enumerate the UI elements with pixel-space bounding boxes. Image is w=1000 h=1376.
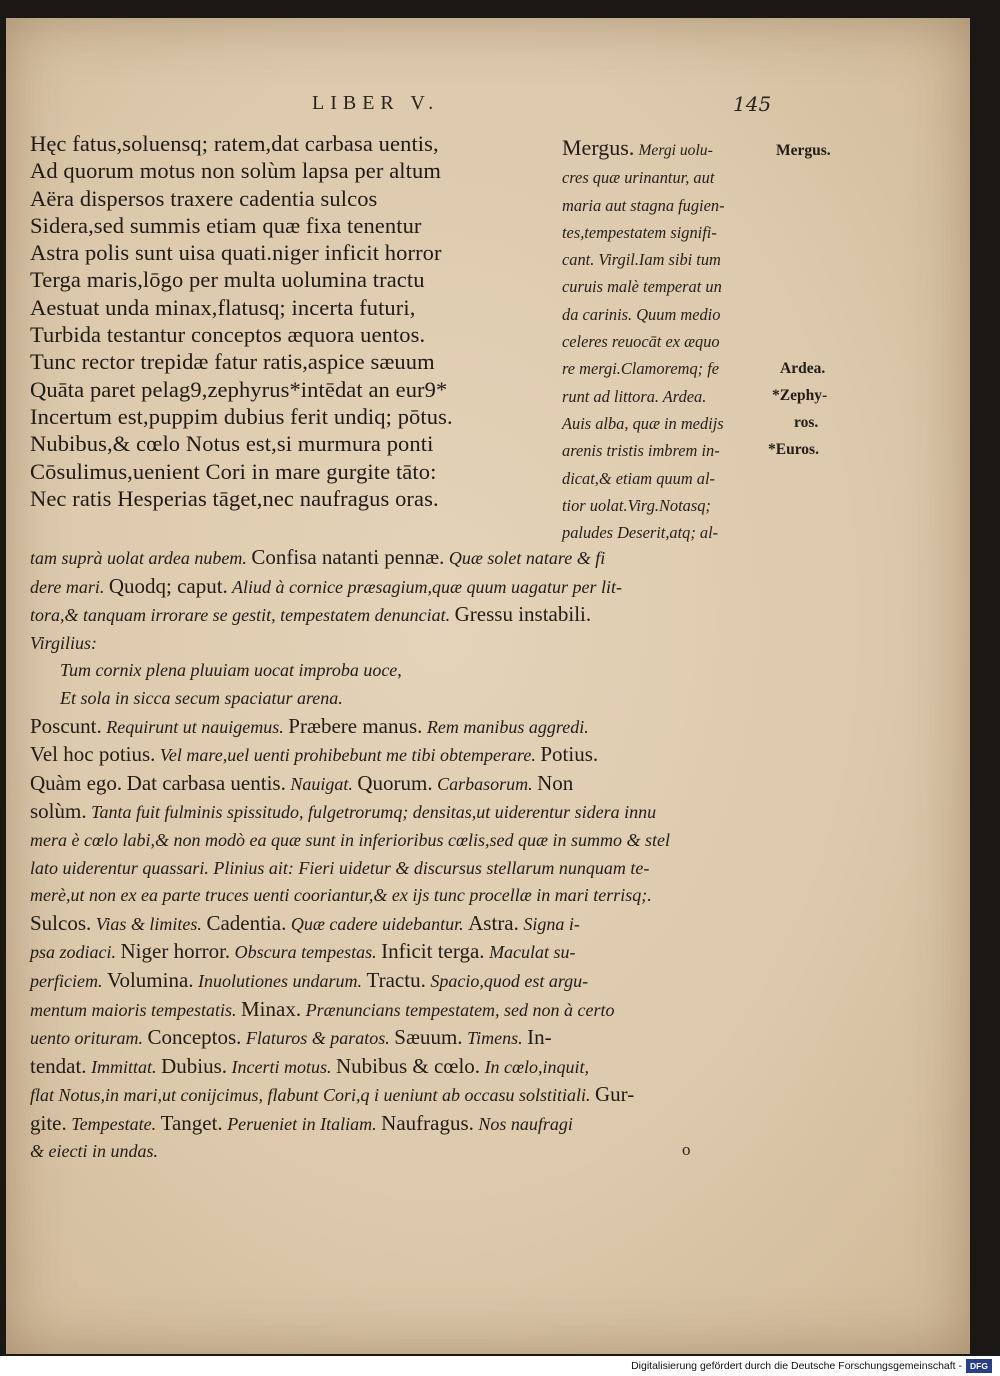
commentary-lemma: Confisa natanti pennæ. [251, 545, 445, 569]
margin-note-euros: *Euros. [768, 441, 819, 458]
margin-note-mergus: Mergus. [776, 142, 831, 159]
signature-mark: o [682, 1140, 691, 1159]
verse-line: Sidera,sed summis etiam quæ fixa tenentur [30, 212, 422, 238]
commentary-line [30, 967, 765, 996]
commentary-gloss: Spacio,quod est argu- [430, 970, 589, 991]
commentary-lemma: Dubius. [161, 1053, 227, 1078]
commentary-line [30, 1110, 765, 1139]
verse-line: Terga maris,lōgo per multa uolumina tractu [30, 267, 425, 293]
verse-line: Hęc fatus,soluensq; ratem,dat carbasa uentis, [30, 131, 439, 156]
commentary-gloss: Incerti motus. [231, 1056, 332, 1077]
verse-line: Turbida testantur conceptos æquora uentos. [30, 322, 426, 348]
commentary-lemma: gite. [30, 1110, 67, 1135]
commentary-lemma: Dat carbasa uentis. [126, 770, 286, 795]
commentary-line [30, 630, 765, 658]
gloss-line: maria aut stagna fugien- [562, 195, 725, 215]
commentary-lemma: Vel hoc potius. [30, 742, 156, 767]
gloss-line: paludes Deserit,atq; al- [562, 523, 719, 543]
commentary-line [30, 1053, 765, 1082]
commentary-lemma: Sæuum. [394, 1025, 463, 1050]
commentary-lemma: Tanget. [160, 1110, 223, 1135]
commentary-lemma: Cadentia. [206, 910, 287, 935]
commentary-gloss: lato uiderentur quassari. Plinius ait: Fieri uidetur & discursus stellarum nunquam te- [30, 857, 650, 878]
commentary-gloss: Obscura tempestas. [234, 942, 377, 963]
commentary-gloss: Vias & limites. [95, 913, 202, 934]
commentary-gloss: dere mari. [30, 576, 105, 597]
commentary-lemma: Niger horror. [120, 939, 231, 964]
commentary-gloss: & eiecti in undas. [30, 1141, 158, 1162]
commentary-line [30, 910, 765, 939]
commentary-line [30, 855, 765, 883]
gloss-line: runt ad littora. Ardea. [562, 386, 707, 406]
commentary-gloss: Et sola in sicca secum spaciatur arena. [60, 687, 343, 708]
commentary-lemma: Poscunt. [30, 713, 102, 738]
commentary-gloss: Quæ solet natare & fi [448, 548, 606, 568]
gloss-line: tes,tempestatem signifi- [562, 222, 717, 242]
running-head: LIBER V. [312, 92, 440, 114]
commentary-gloss: tora,& tanquam irrorare se gestit, tempestatem denunciat. [30, 605, 451, 626]
commentary-gloss: Rem manibus aggredi. [426, 716, 589, 737]
gloss-line: celeres reuocāt ex æquo [562, 332, 720, 352]
commentary-line [30, 770, 765, 799]
commentary-gloss: Maculat su- [489, 942, 576, 963]
commentary-gloss: merè,ut non ex ea parte truces uenti cooriantur,& ex ijs tunc procellæ in mari terrisq;. [30, 885, 652, 906]
commentary-gloss: flat Notus,in mari,ut conijcimus, flabunt Cori,q i ueniunt ab occasu solstitiali. [30, 1085, 591, 1106]
commentary-gloss: uento orituram. [30, 1028, 144, 1049]
commentary-lemma: Quàm ego. [30, 770, 123, 795]
commentary-gloss: Immittat. [91, 1056, 157, 1077]
gloss-line: cant. Virgil.Iam sibi tum [562, 250, 721, 270]
commentary-gloss: Quæ cadere uidebantur. [290, 913, 464, 934]
commentary-line [30, 657, 765, 685]
footer-text: Digitalisierung gefördert durch die Deutsche Forschungsgemeinschaft - [631, 1360, 962, 1372]
commentary-gloss: tam suprà uolat ardea nubem. [30, 548, 247, 568]
commentary-line [30, 1138, 765, 1166]
commentary-line [30, 1024, 765, 1053]
commentary-lemma: Naufragus. [381, 1110, 474, 1135]
commentary-gloss: Perueniet in Italiam. [227, 1113, 377, 1134]
commentary-line [30, 685, 765, 713]
commentary-block [30, 544, 765, 1166]
verse-line: Nec ratis Hesperias tāget,nec naufragus oras. [30, 485, 439, 511]
commentary-line [30, 882, 765, 910]
gloss-line: dicat,& etiam quum al- [562, 468, 715, 488]
commentary-lemma: Præbere manus. [288, 713, 423, 738]
gloss-lemma: Mergus. [562, 135, 635, 160]
commentary-line [30, 741, 765, 770]
commentary-line [30, 544, 765, 573]
commentary-line [30, 713, 765, 742]
commentary-lemma: Gressu instabili. [454, 602, 592, 627]
commentary-lemma: Potius. [540, 742, 599, 767]
commentary-gloss: Vel mare,uel uenti prohibebunt me tibi obtemperare. [159, 745, 536, 766]
commentary-lemma: Quodq; caput. [108, 573, 228, 598]
gloss-line: curuis malè temperat un [562, 277, 722, 297]
commentary-lemma: tendat. [30, 1053, 87, 1078]
commentary-gloss: Prænuncians tempestatem, sed non à certo [305, 999, 615, 1020]
commentary-lemma: Conceptos. [147, 1025, 242, 1050]
verse-line: Cōsulimus,uenient Cori in mare gurgite tāto: [30, 458, 437, 484]
commentary-gloss: perficiem. [30, 970, 103, 991]
commentary-lemma: Tractu. [366, 967, 426, 992]
commentary-gloss: Signa i- [523, 913, 580, 934]
commentary-gloss: Inuolutiones undarum. [198, 970, 363, 991]
commentary-gloss: Tum cornix plena pluuiam uocat improba uoce, [60, 660, 402, 681]
commentary-gloss: Nos naufragi [478, 1113, 573, 1134]
page-number: 145 [733, 92, 772, 116]
commentary-gloss: Virgilius: [30, 632, 97, 653]
commentary-gloss: Carbasorum. [437, 773, 533, 794]
margin-note-zephyros-cont: ros. [794, 414, 819, 431]
commentary-line [30, 798, 765, 827]
commentary-gloss: Requirunt ut nauigemus. [106, 716, 284, 737]
commentary-lemma: Quorum. [357, 770, 433, 795]
commentary-lemma: Non [537, 770, 574, 795]
commentary-line [30, 938, 765, 967]
commentary-lemma: Sulcos. [30, 910, 92, 935]
commentary-lemma: Nubibus & cœlo. [335, 1053, 481, 1078]
commentary-line [30, 996, 765, 1025]
verse-line: Nubibus,& cœlo Notus est,si murmura ponti [30, 431, 434, 457]
verse-line: Tunc rector trepidæ fatur ratis,aspice sæuum [30, 349, 435, 375]
commentary-lemma: In- [527, 1025, 552, 1050]
gloss-column [562, 134, 772, 546]
gloss-line: arenis tristis imbrem in- [562, 441, 720, 461]
commentary-gloss: mentum maioris tempestatis. [30, 999, 237, 1020]
commentary-line [30, 827, 765, 855]
commentary-lemma: Minax. [241, 996, 302, 1021]
gloss-first-text: Mergi uolu- [638, 142, 713, 159]
commentary-lemma: Gur- [595, 1082, 635, 1107]
verse-line: Astra polis sunt uisa quati.niger inficit horror [30, 240, 442, 266]
gloss-line: re mergi.Clamoremq; fe [562, 359, 720, 379]
commentary-gloss: Flaturos & paratos. [245, 1028, 390, 1049]
commentary-lemma: Volumina. [106, 967, 194, 992]
commentary-gloss: Tempestate. [71, 1113, 157, 1134]
gloss-line: tior uolat.Virg.Notasq; [562, 495, 711, 515]
verse-block [30, 130, 545, 512]
commentary-gloss: psa zodiaci. [30, 942, 117, 963]
commentary-gloss: mera è cœlo labi,& non modò ea quæ sunt in inferioribus cœlis,sed quæ in summo & stel [30, 829, 670, 850]
gloss-first-line [562, 134, 772, 164]
verse-line: Aëra dispersos traxere cadentia sulcos [30, 185, 378, 211]
margin-note-zephyros: *Zephy- [772, 387, 828, 404]
verse-line: Incertum est,puppim dubius ferit undiq; pōtus. [30, 403, 453, 429]
verse-line: Ad quorum motus non solùm lapsa per altum [30, 158, 441, 184]
verse-line: Aestuat unda minax,flatusq; incerta futuri, [30, 294, 416, 320]
commentary-lemma: Inficit terga. [381, 939, 485, 964]
commentary-gloss: Nauigat. [290, 773, 353, 794]
gloss-line: Auis alba, quæ in medijs [562, 413, 724, 433]
commentary-gloss: Tanta fuit fulminis spissitudo, fulgetrorumq; densitas,ut uiderentur sidera innu [91, 802, 657, 823]
verse-line: Quāta paret pelag9,zephyrus*intēdat an eur9* [30, 376, 448, 402]
commentary-line [30, 601, 765, 630]
gloss-line: da carinis. Quum medio [562, 304, 721, 324]
margin-note-ardea: Ardea. [780, 360, 826, 377]
commentary-lemma: solùm. [30, 799, 87, 824]
dfg-logo: DFG [966, 1359, 992, 1373]
gloss-line: cres quæ urinantur, aut [562, 168, 715, 188]
commentary-gloss: Timens. [467, 1028, 523, 1049]
commentary-lemma: Astra. [468, 910, 519, 935]
commentary-line [30, 1081, 765, 1110]
commentary-line [30, 573, 765, 602]
commentary-gloss: In cœlo,inquit, [484, 1056, 590, 1077]
commentary-gloss: Aliud à cornice præsagium,quæ quum uagatur per lit- [232, 576, 622, 597]
